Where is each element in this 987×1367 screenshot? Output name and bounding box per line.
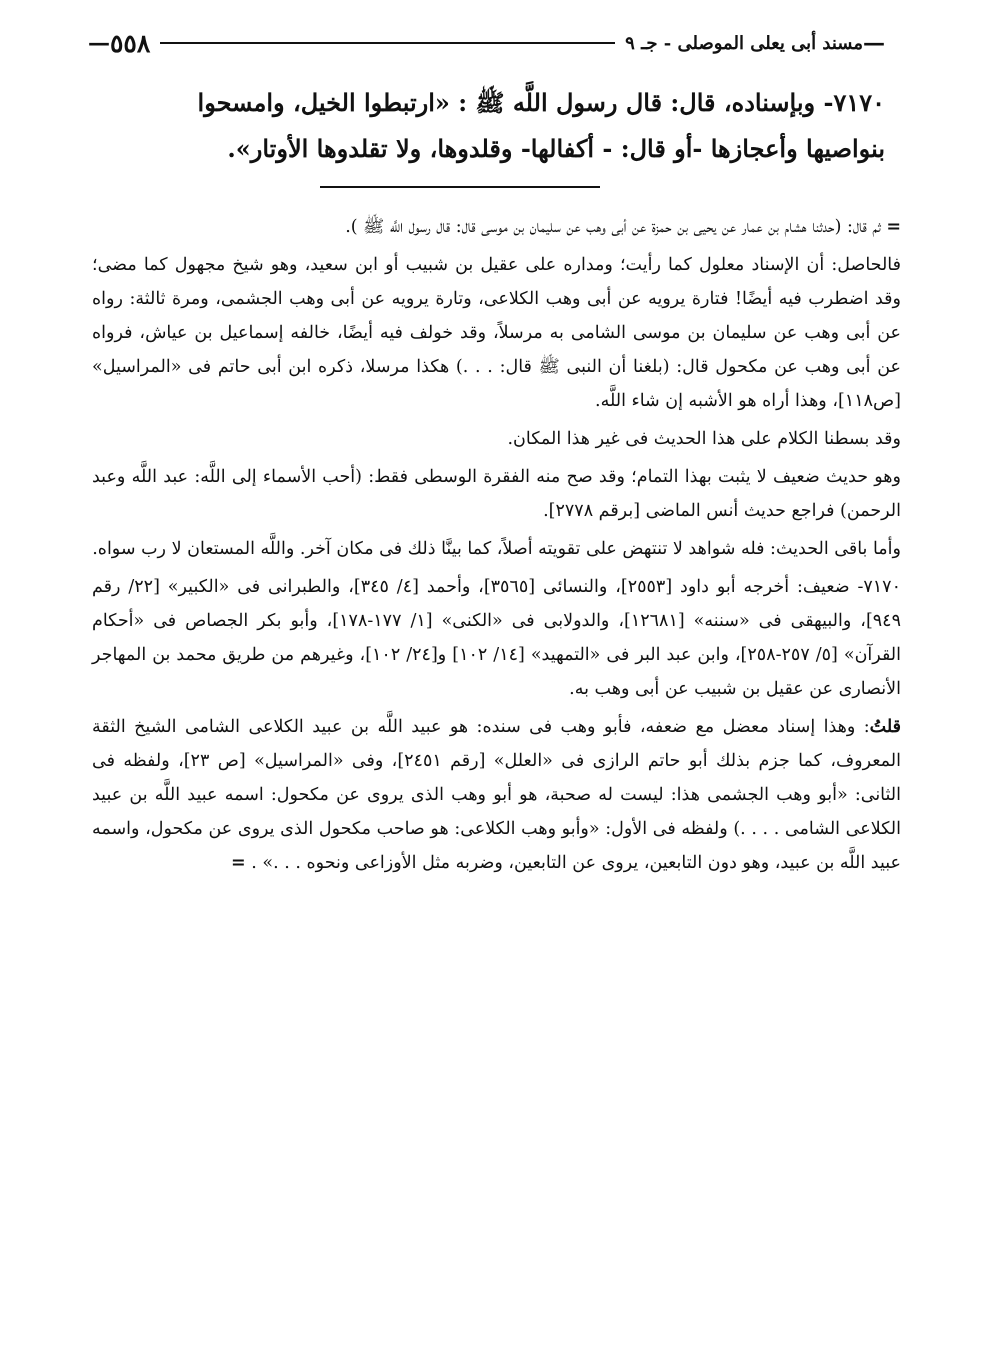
commentary-text-7: : وهذا إسناد معضل مع ضعفه، فأبو وهب فى سنده: هو عبيد اللَّه بن عبيد الكلاعى الشامى الشيخ الثقة المعروف، كما جزم بذلك أبو حاتم الرازى فى «العلل» [رقم ٢٤٥١]، وفى «المراسيل» [ص ٢٣]، ولفظه فى الثانى: «أبو وهب الجشمى هذا: ليست له صحبة، هو أبو وهب الذى يروى عن مكحول: اسمه عبيد اللَّه بن عبيد الكلاعى الشامى . . . .) ولفظه فى الأول: «وأبو وهب الكلاعى: هو صاحب مكحول الذى يروى عن مكحول، واسمه عبيد اللَّه بن عبيد، وهو دون التابعين، يروى عن التابعين، وضربه مثل الأوزاعى ونحوه . . .» .	[92, 717, 901, 873]
header-dash-right: —	[863, 30, 885, 56]
page-number: ٥٥٨	[110, 28, 151, 58]
book-title: مسند أبى يعلى الموصلى - جـ ٩	[625, 32, 863, 54]
commentary-paragraph-3: وقد بسطنا الكلام على هذا الحديث فى غير هذا المكان.	[507, 429, 901, 449]
hadith-text	[92, 80, 885, 172]
continuation-marker: =	[886, 217, 901, 237]
header-rule	[160, 42, 615, 44]
hadith-line-1: ٧١٧٠- وبإسناده، قال: قال رسول اللَّه ﷺ : «ارتبطوا الخيل، وامسحوا	[197, 88, 885, 117]
commentary-text-1: ثم قال: (حدثنا هشام بن عمار عن يحيى بن حمزة عن أبى وهب عن سليمان بن موسى قال: قال رسول اللَّه ﷺ ).	[345, 217, 881, 237]
commentary-paragraph-1	[92, 210, 901, 244]
footnote-separator	[320, 186, 600, 188]
running-header	[88, 26, 885, 60]
header-dash-left: —	[88, 30, 110, 56]
commentary	[92, 210, 901, 884]
hadith-line-2: بنواصيها وأعجازها -أو قال: - أكفالها- وقلدوها، ولا تقلدوها الأوتار».	[227, 134, 885, 163]
commentary-paragraph-5: وأما باقى الحديث: فله شواهد لا تنتهض على تقويته أصلاً، كما بينَّا ذلك فى مكان آخر. واللَّه المستعان لا رب سواه.	[92, 539, 901, 559]
commentary-paragraph-2: فالحاصل: أن الإسناد معلول كما رأيت؛ ومداره على عقيل بن شبيب أو ابن سعيد، وهو شيخ مجهول كما مضى؛ وقد اضطرب فيه أيضًا! فتارة يرويه عن أبى وهب الكلاعى، وتارة يرويه عن أبى وهب الجشمى، ومرة ثالثة: رواه عن أبى وهب عن سليمان بن موسى الشامى به مرسلاً، وقد خولف فيه أيضًا، خالفه إسماعيل بن عياش، فرواه عن أبى وهب عن مكحول قال: (بلغنا أن النبى ﷺ قال: . . .) هكذا مرسلا، ذكره ابن أبى حاتم فى «المراسيل» [ص١١٨]، وهذا أراه هو الأشبه إن شاء اللَّه.	[92, 255, 901, 411]
qultu-lead: قلتُ	[869, 717, 901, 737]
commentary-paragraph-7	[92, 710, 901, 880]
commentary-paragraph-4: وهو حديث ضعيف لا يثبت بهذا التمام؛ وقد صح منه الفقرة الوسطى فقط: (أحب الأسماء إلى اللَّه: عبد اللَّه وعبد الرحمن) فراجع حديث أنس الماضى [برقم ٢٧٧٨].	[92, 467, 901, 521]
takhrij-paragraph: ٧١٧٠- ضعيف: أخرجه أبو داود [٢٥٥٣]، والنسائى [٣٥٦٥]، وأحمد [٤/ ٣٤٥]، والطبرانى فى «الكبير» [٢٢/ رقم ٩٤٩]، والبيهقى فى «سننه» [١٢٦٨١]، والدولابى فى «الكنى» [١/ ١٧٧-١٧٨]، وأبو بكر الجصاص فى «أحكام القرآن» [٥/ ٢٥٧-٢٥٨]، وابن عبد البر فى «التمهيد» [١٤/ ١٠٢] و[٢٤/ ١٠٢]، وغيرهم من طريق محمد بن المهاجر الأنصارى عن عقيل بن شبيب عن أبى وهب به.	[92, 577, 901, 699]
page-continues-marker: =	[231, 853, 246, 873]
